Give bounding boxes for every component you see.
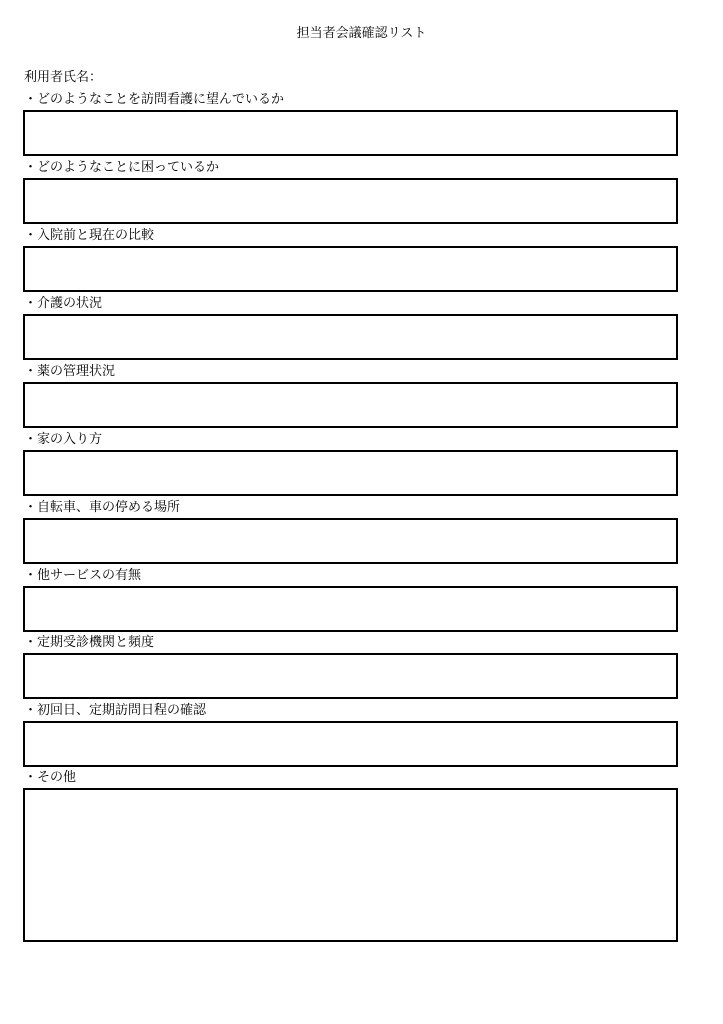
field-label-other: ・その他 (24, 770, 77, 785)
field-label-troubles: ・どのようなことに困っているか (24, 160, 220, 175)
field-label-desire: ・どのようなことを訪問看護に望んでいるか (24, 92, 285, 107)
field-box-regular-checkup[interactable] (23, 653, 678, 699)
field-box-parking[interactable] (23, 518, 678, 564)
field-label-regular-checkup: ・定期受診機関と頻度 (24, 635, 155, 650)
field-label-visit-schedule: ・初回日、定期訪問日程の確認 (24, 703, 207, 718)
field-label-medication: ・薬の管理状況 (24, 364, 116, 379)
field-box-other[interactable] (23, 788, 678, 942)
field-box-visit-schedule[interactable] (23, 721, 678, 767)
client-name-label: 利用者氏名： (24, 70, 103, 85)
field-label-care-status: ・介護の状況 (24, 296, 103, 311)
field-label-comparison: ・入院前と現在の比較 (24, 228, 155, 243)
page-title: 担当者会議確認リスト (296, 26, 427, 41)
field-label-parking: ・自転車、車の停める場所 (24, 500, 181, 515)
field-box-care-status[interactable] (23, 314, 678, 360)
field-box-other-services[interactable] (23, 586, 678, 632)
field-box-comparison[interactable] (23, 246, 678, 292)
field-box-medication[interactable] (23, 382, 678, 428)
field-label-home-entry: ・家の入り方 (24, 432, 103, 447)
field-box-troubles[interactable] (23, 178, 678, 224)
field-box-desire[interactable] (23, 110, 678, 156)
field-label-other-services: ・他サービスの有無 (24, 568, 142, 583)
field-box-home-entry[interactable] (23, 450, 678, 496)
